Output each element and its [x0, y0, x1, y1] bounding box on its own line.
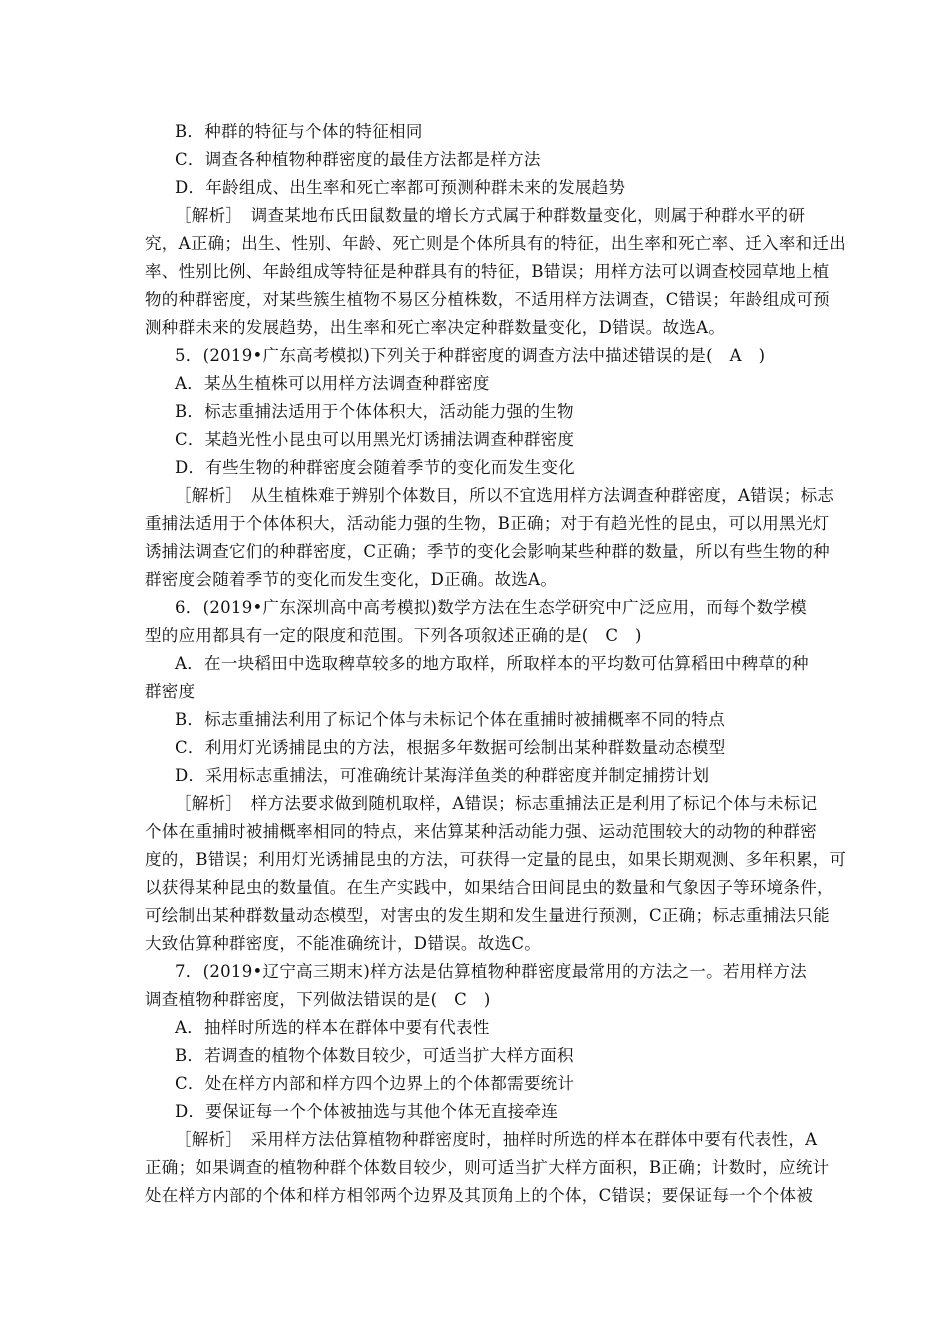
analysis-line: 测种群未来的发展趋势，出生率和死亡率决定种群数量变化，D错误。故选A。 — [145, 318, 726, 337]
option-a: A．抽样时所选的样本在群体中要有代表性 — [175, 1018, 490, 1037]
option-d: D．有些生物的种群密度会随着季节的变化而发生变化 — [175, 458, 575, 477]
analysis-line: ［解析］ 调查某地布氏田鼠数量的增长方式属于种群数量变化，则属于种群水平的研 — [175, 206, 806, 225]
option-a: A．在一块稻田中选取稗草较多的地方取样，所取样本的平均数可估算稻田中稗草的种 — [175, 654, 809, 673]
analysis-line: 大致估算种群密度，不能准确统计，D错误。故选C。 — [145, 934, 542, 953]
option-d: D．采用标志重捕法，可准确统计某海洋鱼类的种群密度并制定捕捞计划 — [175, 766, 710, 785]
question-5: 5．(2019•广东高考模拟)下列关于种群密度的调查方法中描述错误的是( A ) — [175, 346, 766, 365]
analysis-line: 物的种群密度，对某些簇生植物不易区分植株数，不适用样方法调查，C错误；年龄组成可预 — [145, 290, 830, 309]
option-c: C．处在样方内部和样方四个边界上的个体都需要统计 — [175, 1074, 575, 1093]
question-7-cont: 调查植物种群密度，下列做法错误的是( C ) — [145, 990, 491, 1009]
analysis-line: 以获得某种昆虫的数量值。在生产实践中，如果结合田间昆虫的数量和气象因子等环境条件， — [145, 878, 834, 897]
analysis-line: 群密度会随着季节的变化而发生变化，D正确。故选A。 — [145, 570, 558, 589]
option-a-cont: 群密度 — [145, 682, 196, 701]
question-6: 6．(2019•广东深圳高中高考模拟)数学方法在生态学研究中广泛应用，而每个数学模 — [175, 598, 807, 617]
analysis-line: 可绘制出某种群数量动态模型，对害虫的发生期和发生量进行预测，C正确；标志重捕法只能 — [145, 906, 830, 925]
option-c: C．调查各种植物种群密度的最佳方法都是样方法 — [175, 150, 541, 169]
option-d: D．年龄组成、出生率和死亡率都可预测种群未来的发展趋势 — [175, 178, 626, 197]
analysis-line: 个体在重捕时被捕概率相同的特点，来估算某种活动能力强、运动范围较大的动物的种群密 — [145, 822, 817, 841]
option-d: D．要保证每一个个体被抽选与其他个体无直接牵连 — [175, 1102, 559, 1121]
option-b: B．标志重捕法利用了标记个体与未标记个体在重捕时被捕概率不同的特点 — [175, 710, 726, 729]
option-c: C．某趋光性小昆虫可以用黑光灯诱捕法调查种群密度 — [175, 430, 575, 449]
option-b: B．种群的特征与个体的特征相同 — [175, 122, 423, 141]
analysis-line: ［解析］ 采用样方法估算植物种群密度时，抽样时所选的样本在群体中要有代表性，A — [175, 1130, 818, 1149]
analysis-line: 诱捕法调查它们的种群密度，C正确；季节的变化会影响某些种群的数量，所以有些生物的种 — [145, 542, 830, 561]
option-c: C．利用灯光诱捕昆虫的方法，根据多年数据可绘制出某种群数量动态模型 — [175, 738, 726, 757]
question-7: 7．(2019•辽宁高三期末)样方法是估算植物种群密度最常用的方法之一。若用样方法 — [175, 962, 807, 981]
analysis-line: 度的，B错误；利用灯光诱捕昆虫的方法，可获得一定量的昆虫，如果长期观测、多年积累，可 — [145, 850, 847, 869]
analysis-line: 正确；如果调查的植物种群个体数目较少，则可适当扩大样方面积，B正确；计数时，应统计 — [145, 1158, 830, 1177]
option-b: B．若调查的植物个体数目较少，可适当扩大样方面积 — [175, 1046, 574, 1065]
option-b: B．标志重捕法适用于个体体积大，活动能力强的生物 — [175, 402, 574, 421]
question-6-cont: 型的应用都具有一定的限度和范围。下列各项叙述正确的是( C ) — [145, 626, 642, 645]
analysis-line: 率、性别比例、年龄组成等特征是种群具有的特征，B错误；用样方法可以调查校园草地上植 — [145, 262, 830, 281]
analysis-line: ［解析］ 从生植株难于辨别个体数目，所以不宜选用样方法调查种群密度，A错误；标志 — [175, 486, 835, 505]
analysis-line: ［解析］ 样方法要求做到随机取样，A错误；标志重捕法正是利用了标记个体与未标记 — [175, 794, 818, 813]
option-a: A．某丛生植株可以用样方法调查种群密度 — [175, 374, 490, 393]
analysis-line: 重捕法适用于个体体积大，活动能力强的生物，B正确；对于有趋光性的昆虫，可以用黑光灯 — [145, 514, 830, 533]
analysis-line: 究，A正确；出生、性别、年龄、死亡则是个体所具有的特征，出生率和死亡率、迁入率和迁出 — [145, 234, 847, 253]
analysis-line: 处在样方内部的个体和样方相邻两个边界及其顶角上的个体，C错误；要保证每一个个体被 — [145, 1186, 814, 1205]
